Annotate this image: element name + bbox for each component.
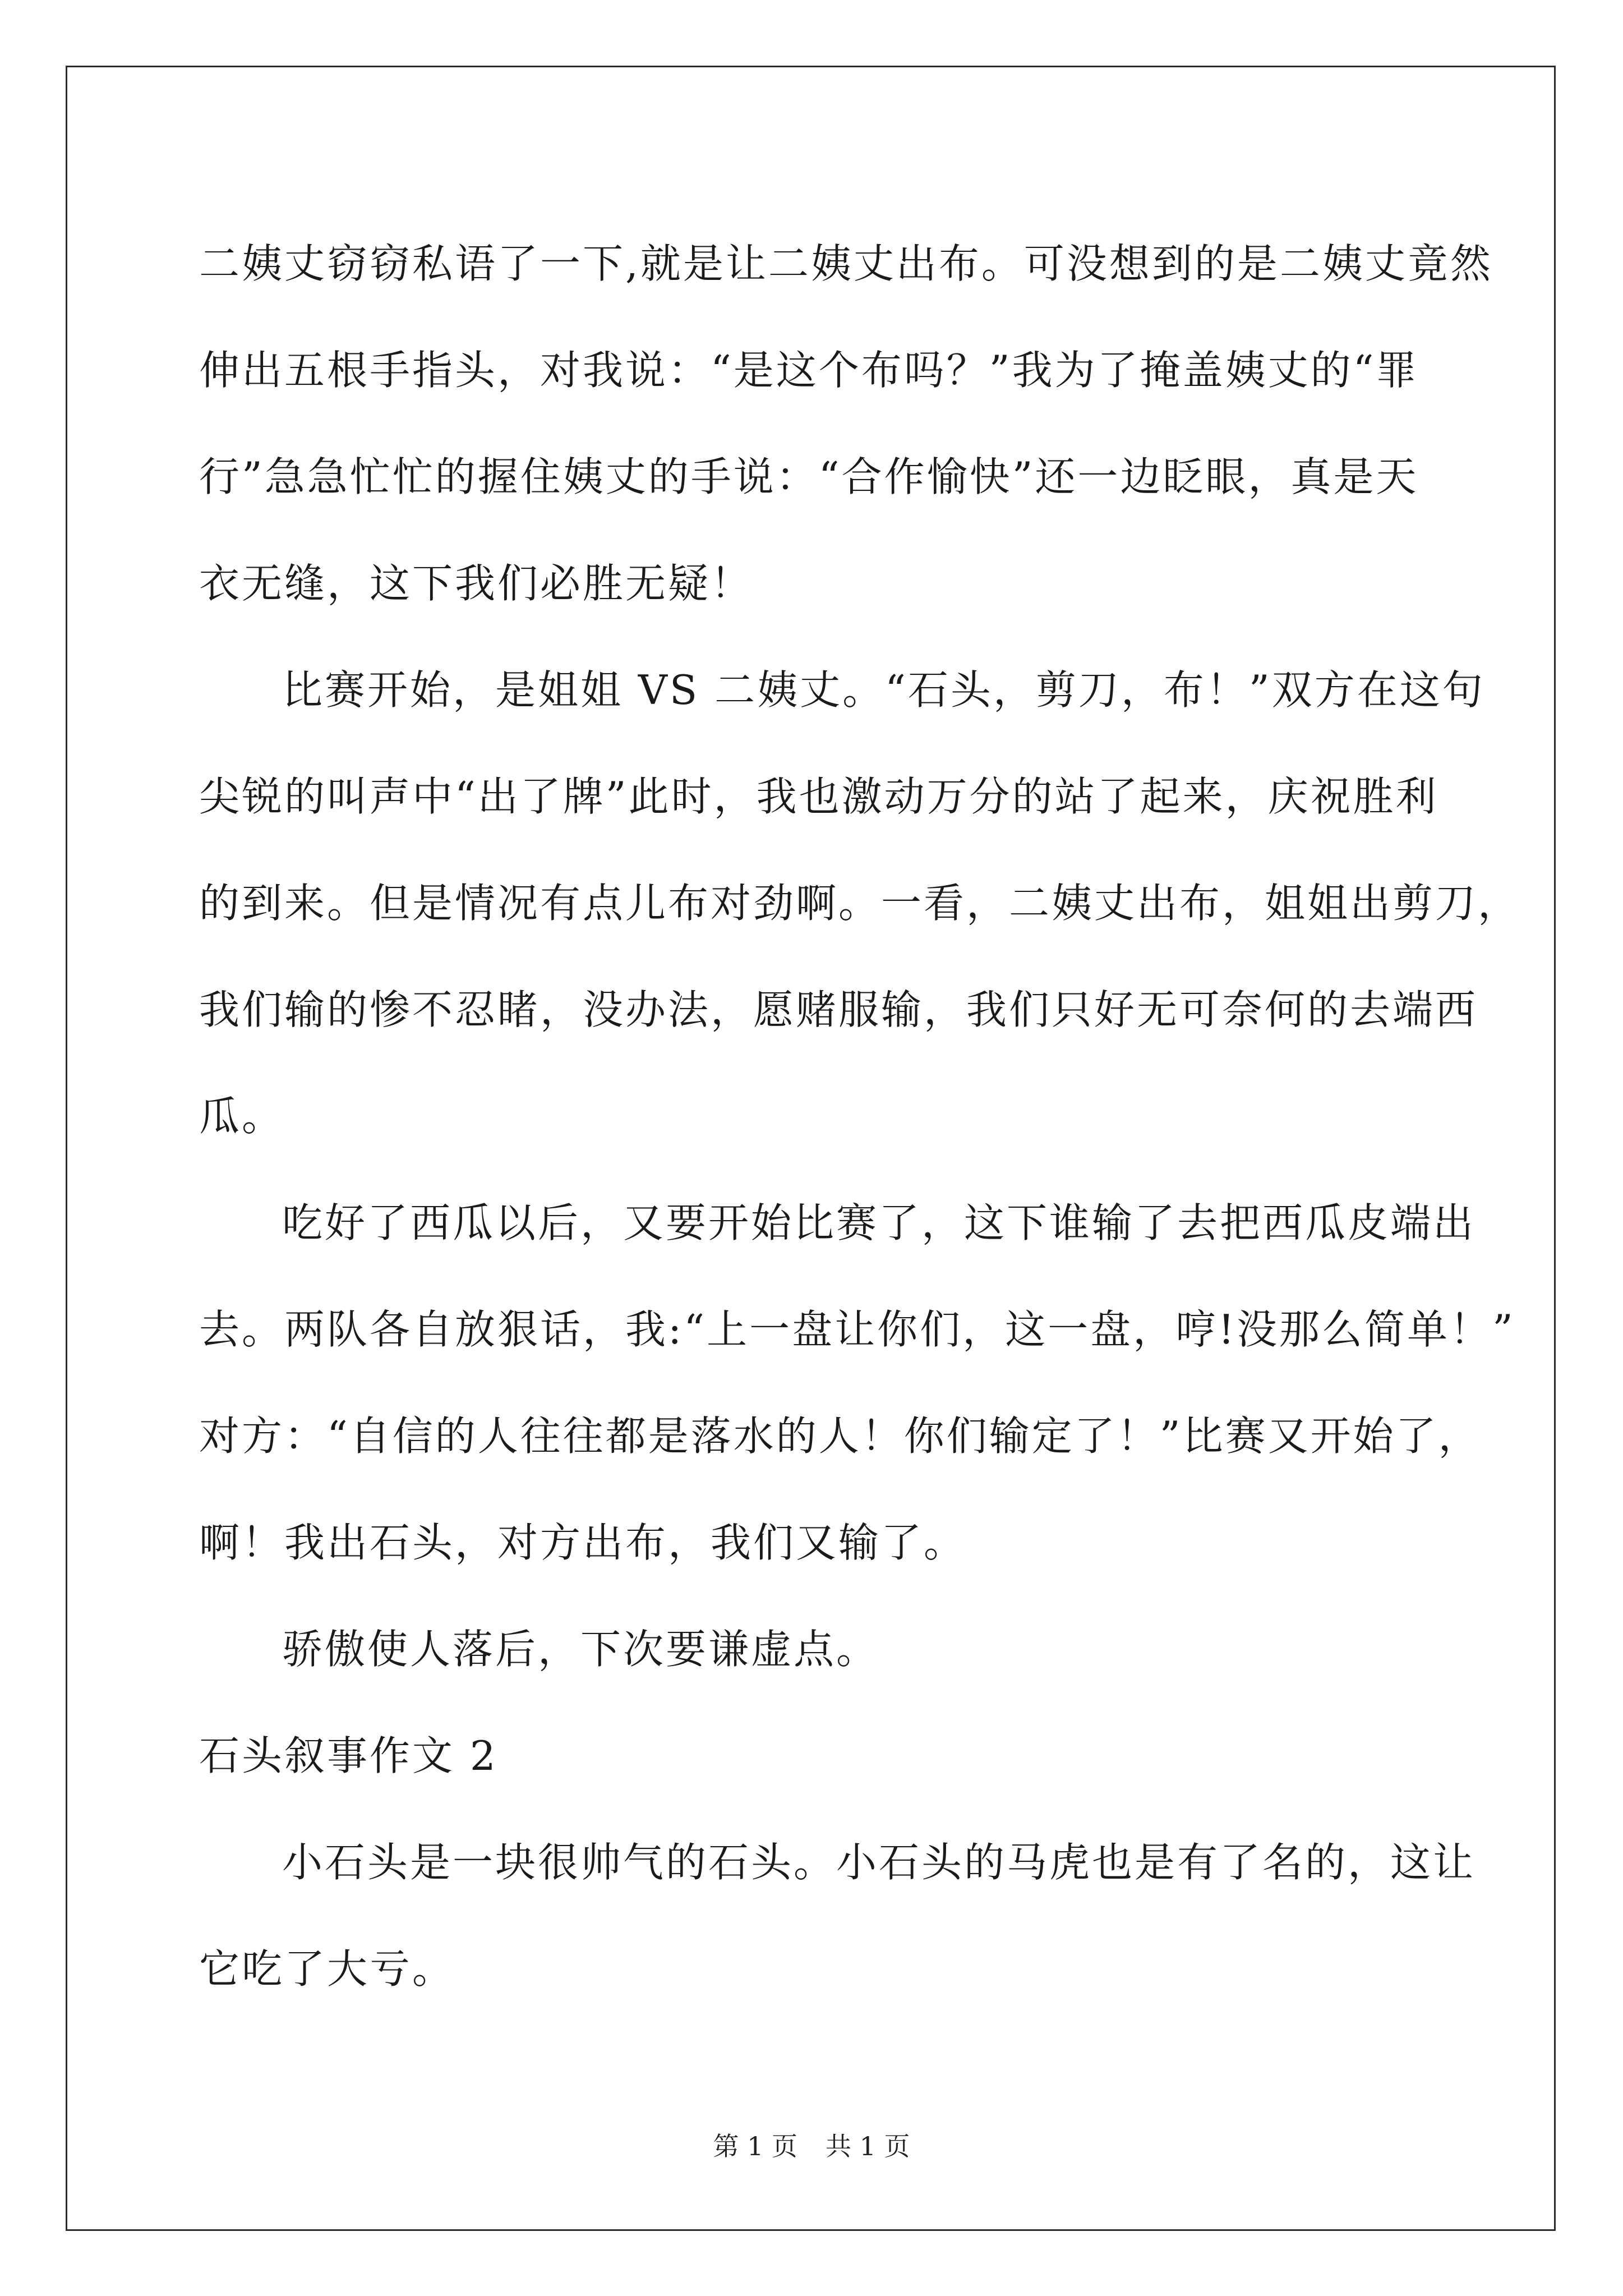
section-heading: 石头叙事作文 2 — [199, 1732, 498, 1779]
document-body — [199, 210, 1521, 2022]
text-line-5: 比赛开始，是姐姐 VS 二姨丈。“石头，剪刀，布！”双方在这句 — [282, 666, 1485, 714]
text-line-3: 行”急急忙忙的握住姨丈的手说：“合作愉快”还一边眨眼，真是天 — [199, 453, 1419, 500]
text-line-8: 我们输的惨不忍睹，没办法，愿赌服输，我们只好无可奈何的去端西 — [199, 986, 1478, 1033]
text-line-12: 对方：“自信的人往往都是落水的人！你们输定了！”比赛又开始了， — [199, 1412, 1481, 1460]
text-line-14: 骄傲使人落后，下次要谦虚点。 — [282, 1626, 879, 1673]
text-line-9: 瓜。 — [199, 1093, 285, 1140]
text-line-10: 吃好了西瓜以后，又要开始比赛了，这下谁输了去把西瓜皮端出 — [282, 1199, 1476, 1246]
page-footer — [0, 2126, 1623, 2163]
page-number-current: 第 1 页 — [713, 2131, 797, 2161]
text-line-17: 它吃了大亏。 — [199, 1945, 455, 1993]
text-line-11: 去。两队各自放狠话，我:“上一盘让你们，这一盘，哼!没那么简单！” — [199, 1306, 1515, 1353]
page-number-total: 共 1 页 — [826, 2131, 910, 2161]
text-line-7: 的到来。但是情况有点儿布对劲啊。一看，二姨丈出布，姐姐出剪刀， — [199, 880, 1521, 927]
text-line-16: 小石头是一块很帅气的石头。小石头的马虎也是有了名的，这让 — [282, 1839, 1476, 1886]
text-line-1: 二姨丈窃窃私语了一下,就是让二姨丈出布。可没想到的是二姨丈竟然 — [199, 240, 1493, 287]
text-line-4: 衣无缝，这下我们必胜无疑！ — [199, 560, 754, 607]
text-line-13: 啊！我出石头，对方出布，我们又输了。 — [199, 1519, 967, 1566]
text-line-6: 尖锐的叫声中“出了牌”此时，我也激动万分的站了起来，庆祝胜利 — [199, 773, 1438, 820]
text-line-2: 伸出五根手指头，对我说：“是这个布吗？”我为了掩盖姨丈的“罪 — [199, 347, 1419, 394]
